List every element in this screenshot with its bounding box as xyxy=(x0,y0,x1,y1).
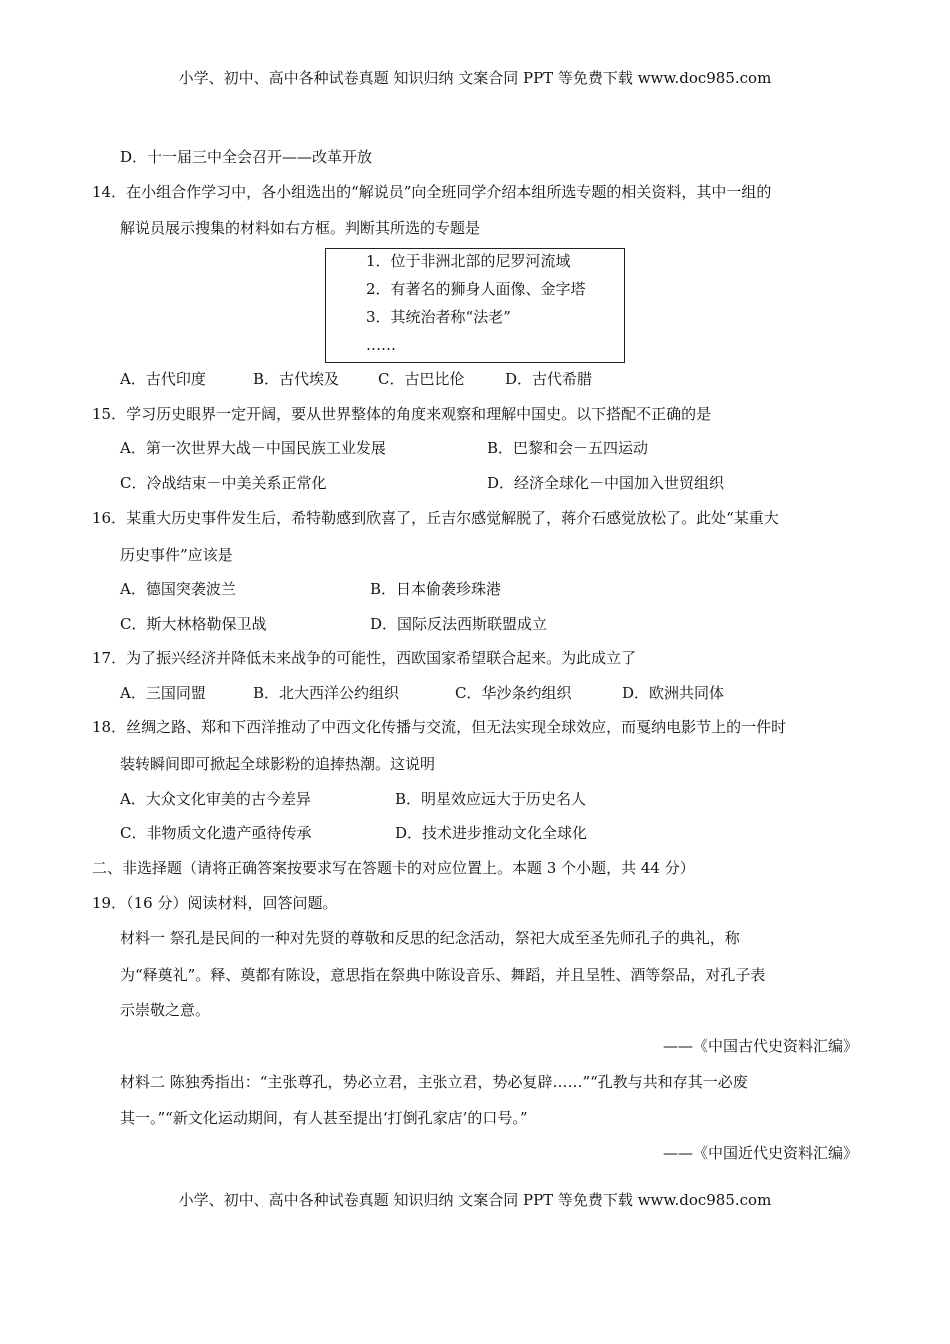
q14-stem-line1: 14．在小组合作学习中，各小组选出的“解说员”向全班同学介绍本组所选专题的相关资料，其中一组的 xyxy=(92,183,772,201)
q15-stem: 15．学习历史眼界一定开阔，要从世界整体的角度来观察和理解中国史。以下搭配不正确的是 xyxy=(92,405,712,423)
q18-option-a: A．大众文化审美的古今差异 xyxy=(120,790,311,808)
q15-option-b: B．巴黎和会－五四运动 xyxy=(487,439,649,457)
q14-option-a: A．古代印度 xyxy=(120,370,206,388)
q17-option-d: D．欧洲共同体 xyxy=(622,684,725,702)
q14-material-box xyxy=(325,248,625,363)
q19-material1-line3: 示崇敬之意。 xyxy=(120,1001,211,1019)
box-item-3: 3．其统治者称“法老” xyxy=(366,308,511,326)
q18-option-d: D．技术进步推动文化全球化 xyxy=(395,824,588,842)
q16-stem-line1: 16．某重大历史事件发生后，希特勒感到欣喜了，丘吉尔感觉解脱了，蒋介石感觉放松了。此处“某重大 xyxy=(92,509,779,527)
box-item-ellipsis: …… xyxy=(366,336,396,354)
q15-option-a: A．第一次世界大战－中国民族工业发展 xyxy=(120,439,386,457)
q19-stem: 19．（16 分）阅读材料，回答问题。 xyxy=(92,894,338,912)
q19-material1-source: ——《中国古代史资料汇编》 xyxy=(662,1037,858,1055)
q16-option-c: C．斯大林格勒保卫战 xyxy=(120,615,267,633)
q18-stem-line2: 装转瞬间即可掀起全球影粉的追捧热潮。这说明 xyxy=(120,755,436,773)
q14-option-b: B．古代埃及 xyxy=(253,370,340,388)
box-item-1: 1．位于非洲北部的尼罗河流域 xyxy=(366,252,571,270)
q17-option-b: B．北大西洋公约组织 xyxy=(253,684,400,702)
q17-stem: 17．为了振兴经济并降低未来战争的可能性，西欧国家希望联合起来。为此成立了 xyxy=(92,649,637,667)
q17-option-a: A．三国同盟 xyxy=(120,684,206,702)
box-item-2: 2．有著名的狮身人面像、金字塔 xyxy=(366,280,586,298)
q18-option-c: C．非物质文化遗产亟待传承 xyxy=(120,824,312,842)
q16-stem-line2: 历史事件”应该是 xyxy=(120,546,233,564)
q19-material2-line2: 其一。”“新文化运动期间，有人甚至提出‘打倒孔家店’的口号。” xyxy=(120,1109,528,1127)
q13-option-d: D．十一届三中全会召开——改革开放 xyxy=(120,148,373,166)
section-2-heading: 二、非选择题（请将正确答案按要求写在答题卡的对应位置上。本题 3 个小题，共 44 分） xyxy=(92,859,695,877)
q14-option-c: C．古巴比伦 xyxy=(378,370,465,388)
q18-stem-line1: 18．丝绸之路、郑和下西洋推动了中西文化传播与交流，但无法实现全球效应，而戛纳电影节上的一件时 xyxy=(92,718,787,736)
page-header: 小学、初中、高中各种试卷真题 知识归纳 文案合同 PPT 等免费下载 www.doc985.com xyxy=(178,69,772,87)
q14-stem-line2: 解说员展示搜集的材料如右方框。判断其所选的专题是 xyxy=(120,219,481,237)
q18-option-b: B．明星效应远大于历史名人 xyxy=(395,790,587,808)
q15-option-c: C．冷战结束－中美关系正常化 xyxy=(120,474,327,492)
q16-option-b: B．日本偷袭珍珠港 xyxy=(370,580,502,598)
q19-material1-line1: 材料一 祭孔是民间的一种对先贤的尊敬和反思的纪念活动，祭祀大成至圣先师孔子的典礼，称 xyxy=(120,929,740,947)
q19-material2-line1: 材料二 陈独秀指出：“主张尊孔，势必立君，主张立君，势必复辟……”“孔教与共和存其一必废 xyxy=(120,1073,748,1091)
q14-option-d: D．古代希腊 xyxy=(505,370,593,388)
q19-material1-line2: 为“释奠礼”。释、奠都有陈设，意思指在祭典中陈设音乐、舞蹈，并且呈牲、酒等祭品，对孔子表 xyxy=(120,966,766,984)
q17-option-c: C．华沙条约组织 xyxy=(455,684,572,702)
q16-option-d: D．国际反法西斯联盟成立 xyxy=(370,615,548,633)
q16-option-a: A．德国突袭波兰 xyxy=(120,580,236,598)
page-footer: 小学、初中、高中各种试卷真题 知识归纳 文案合同 PPT 等免费下载 www.doc985.com xyxy=(178,1191,772,1209)
q15-option-d: D．经济全球化－中国加入世贸组织 xyxy=(487,474,725,492)
q19-material2-source: ——《中国近代史资料汇编》 xyxy=(662,1144,858,1162)
